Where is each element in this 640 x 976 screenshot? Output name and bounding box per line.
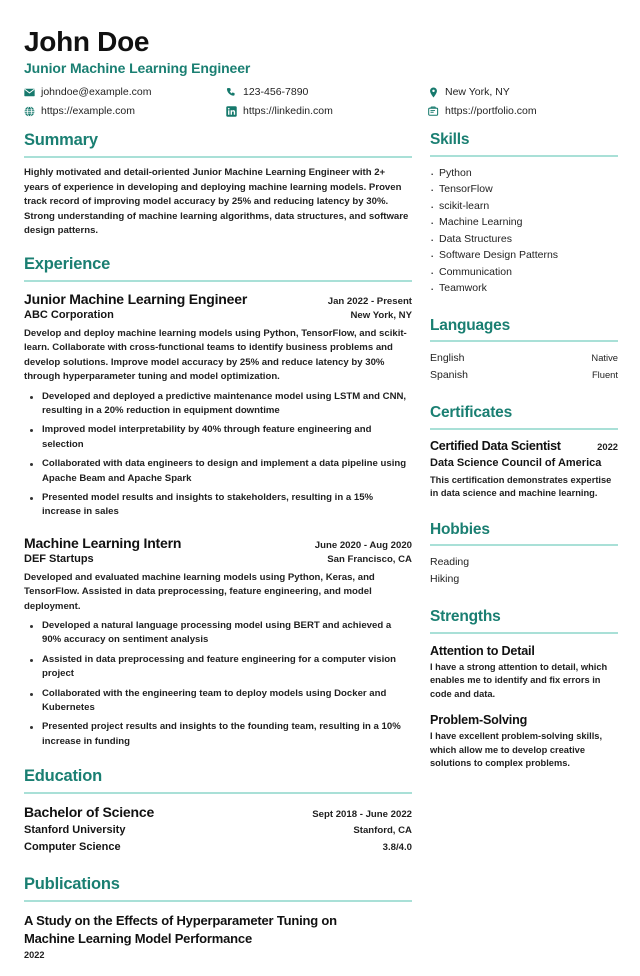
strength-description: I have excellent problem-solving skills, which allow me to develop creative solutions to complex problems. xyxy=(430,731,603,769)
main-column xyxy=(24,131,412,976)
certificate-entry xyxy=(430,438,618,501)
contact-location-text: New York, NY xyxy=(445,86,510,99)
certificate-name: Certified Data Scientist xyxy=(430,439,561,454)
linkedin-icon xyxy=(226,106,237,117)
education-degree: Bachelor of Science xyxy=(24,803,155,820)
section-hobbies xyxy=(430,521,618,589)
list-item: · Data Structures xyxy=(430,231,618,247)
globe-icon xyxy=(24,106,35,117)
experience-entry xyxy=(24,290,412,520)
section-publications xyxy=(24,875,412,960)
section-divider xyxy=(430,340,618,342)
strength-entry xyxy=(430,712,618,770)
contact-location xyxy=(428,86,616,99)
list-item: Developed a natural language processing model using BERT and achieved a 90% accuracy on sentiment analysis xyxy=(40,619,412,648)
section-experience xyxy=(24,255,412,749)
language-item xyxy=(430,350,618,367)
list-item: · Teamwork xyxy=(430,280,618,296)
language-item xyxy=(430,367,618,384)
language-name: English xyxy=(430,352,465,365)
contact-linkedin-text: https://linkedin.com xyxy=(243,104,333,117)
education-entry xyxy=(24,802,412,855)
section-divider xyxy=(24,792,412,794)
section-title-certificates: Certificates xyxy=(430,404,513,422)
section-divider xyxy=(24,156,412,158)
education-dates: Sept 2018 - June 2022 xyxy=(312,808,412,820)
experience-dates: Jan 2022 - Present xyxy=(327,295,412,307)
resume-header xyxy=(24,26,616,117)
portfolio-icon xyxy=(428,106,439,117)
experience-description: Develop and deploy machine learning models using Python, TensorFlow, and scikit-learn. Collaborate with cross-functional teams to identify business problems and develop solutions. Improve model accuracy by 25% and reduce latency by 30% through hyperparameter tuning and model optimization. xyxy=(24,327,407,383)
section-divider xyxy=(24,900,412,902)
list-item: · Communication xyxy=(430,264,618,280)
list-item: Assisted in data preprocessing and feature engineering for a computer vision project xyxy=(40,653,412,682)
experience-company: DEF Startups xyxy=(24,552,94,565)
section-divider xyxy=(430,155,618,157)
language-level: Native xyxy=(591,352,618,364)
section-title-hobbies: Hobbies xyxy=(430,520,490,538)
list-item: Collaborated with data engineers to design and implement a data pipeline using Apache Beam and Apache Spark xyxy=(40,457,412,486)
hobby-name: Hiking xyxy=(430,573,460,586)
list-item: · Machine Learning xyxy=(430,214,618,230)
education-location: Stanford, CA xyxy=(353,825,412,837)
contact-website-text: https://example.com xyxy=(41,104,135,117)
language-name: Spanish xyxy=(430,369,468,382)
contact-portfolio-text: https://portfolio.com xyxy=(445,104,537,117)
list-item: Presented project results and insights to the founding team, resulting in a 10% increase in funding xyxy=(40,720,412,749)
candidate-name: John Doe xyxy=(24,26,150,57)
section-title-languages: Languages xyxy=(430,316,511,334)
section-divider xyxy=(24,280,412,282)
certificate-description: This certification demonstrates expertise in data science and machine learning. xyxy=(430,474,612,499)
section-summary xyxy=(24,131,412,239)
education-gpa: 3.8/4.0 xyxy=(382,841,412,853)
section-education xyxy=(24,767,412,855)
contact-email-text: johndoe@example.com xyxy=(41,86,152,99)
sidebar-column xyxy=(430,131,618,976)
experience-job-title: Junior Machine Learning Engineer xyxy=(24,290,248,307)
section-strengths xyxy=(430,608,618,770)
list-item: Improved model interpretability by 40% through feature engineering and selection xyxy=(40,423,412,452)
contact-phone-text: 123-456-7890 xyxy=(243,86,309,99)
contact-list xyxy=(24,86,616,117)
section-title-education: Education xyxy=(24,767,102,786)
list-item: Presented model results and insights to stakeholders, resulting in a 15% increase in sales xyxy=(40,491,412,520)
section-divider xyxy=(430,544,618,546)
list-item: · Python xyxy=(430,165,618,181)
strength-name: Attention to Detail xyxy=(430,644,535,659)
strength-description: I have a strong attention to detail, which enables me to identify and fix errors in code and data. xyxy=(430,662,608,699)
hobby-item xyxy=(430,554,618,571)
language-level: Fluent xyxy=(591,369,618,381)
section-title-summary: Summary xyxy=(24,131,98,150)
section-title-skills: Skills xyxy=(430,131,470,149)
candidate-job-title: Junior Machine Learning Engineer xyxy=(24,60,251,77)
experience-job-title: Machine Learning Intern xyxy=(24,534,182,551)
experience-location: San Francisco, CA xyxy=(327,553,412,565)
section-divider xyxy=(430,428,618,430)
strength-entry xyxy=(430,643,618,701)
hobby-item xyxy=(430,571,618,588)
publication-title: A Study on the Effects of Hyperparameter Tuning on Machine Learning Model Performance xyxy=(24,912,337,946)
experience-company: ABC Corporation xyxy=(24,309,114,322)
strength-name: Problem-Solving xyxy=(430,713,528,728)
section-skills xyxy=(430,131,618,296)
hobby-name: Reading xyxy=(430,556,470,569)
experience-entry xyxy=(24,534,412,749)
list-item: · scikit-learn xyxy=(430,198,618,214)
experience-bullets xyxy=(24,390,412,520)
section-certificates xyxy=(430,404,618,500)
list-item: Developed and deployed a predictive maintenance model using LSTM and CNN, resulting in a 20% reduction in equipment downtime xyxy=(40,390,412,419)
experience-location: New York, NY xyxy=(350,310,412,322)
contact-phone[interactable] xyxy=(226,86,428,99)
section-divider xyxy=(430,632,618,634)
phone-icon xyxy=(226,87,237,98)
email-icon xyxy=(24,87,35,98)
contact-linkedin[interactable] xyxy=(226,105,428,118)
resume-body xyxy=(24,131,616,976)
list-item: · Software Design Patterns xyxy=(430,247,618,263)
certificate-issuer: Data Science Council of America xyxy=(430,457,602,470)
education-school: Stanford University xyxy=(24,824,126,837)
publication-entry xyxy=(24,912,412,960)
skills-list xyxy=(430,165,618,297)
list-item: · TensorFlow xyxy=(430,181,618,197)
education-major: Computer Science xyxy=(24,840,121,853)
section-title-publications: Publications xyxy=(24,875,120,894)
contact-website[interactable] xyxy=(24,105,226,118)
contact-portfolio[interactable] xyxy=(428,105,616,118)
experience-dates: June 2020 - Aug 2020 xyxy=(314,539,412,551)
list-item: Collaborated with the engineering team to deploy models using Docker and Kubernetes xyxy=(40,687,412,716)
section-title-experience: Experience xyxy=(24,255,111,274)
publication-year: 2022 xyxy=(24,950,45,961)
section-languages xyxy=(430,317,618,385)
location-icon xyxy=(428,87,439,98)
experience-bullets xyxy=(24,619,412,749)
summary-text: Highly motivated and detail-oriented Junior Machine Learning Engineer with 2+ years of experience in developing and deploying machine learning models. Proven track record of improving model accuracy by 25% and reducing latency by 30%. Strong understanding of machine learning algorithms, data structures, and software design patterns. xyxy=(24,167,409,237)
experience-description: Developed and evaluated machine learning models using Python, Keras, and TensorFlow. Assisted in data preprocessing, feature engineering, and model deployment. xyxy=(24,571,375,612)
certificate-year: 2022 xyxy=(597,441,618,453)
section-title-strengths: Strengths xyxy=(430,608,501,626)
contact-email[interactable] xyxy=(24,86,226,99)
